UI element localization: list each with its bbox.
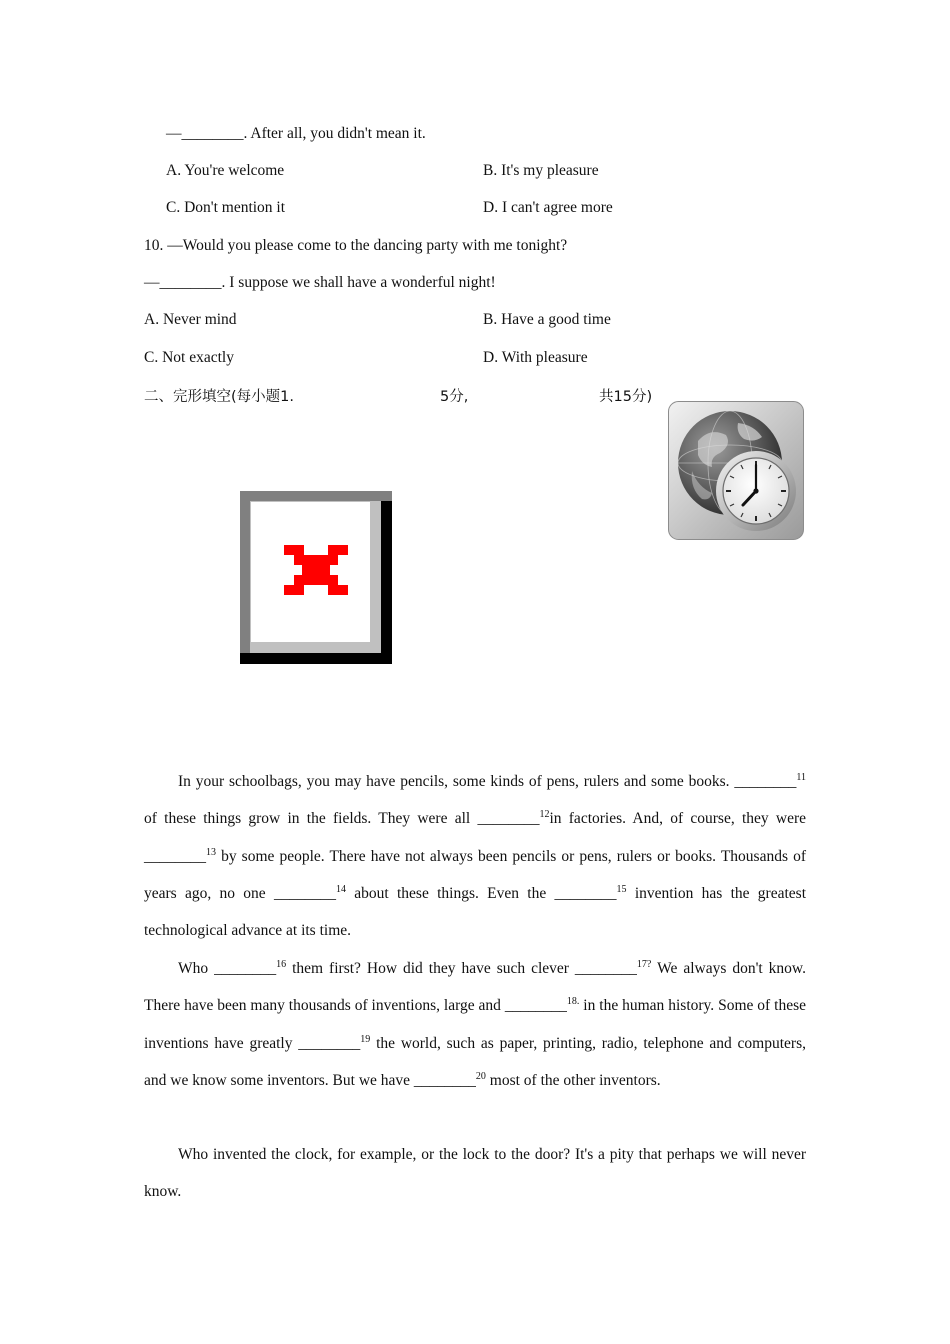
q10-option-a[interactable] — [144, 310, 237, 330]
blank-number: 15 — [616, 883, 627, 895]
blank-number: 16 — [276, 959, 287, 970]
q9-response: —________. After all, you didn't mean it. — [166, 125, 426, 142]
section-heading — [144, 385, 656, 405]
option-letter: C. — [166, 199, 181, 216]
option-letter: B. — [483, 162, 498, 179]
option-letter: D. — [483, 199, 499, 216]
option-text: It's my pleasure — [501, 162, 599, 179]
blank-number: 19 — [360, 1033, 371, 1045]
q10-response: —________. I suppose we shall have a wonderful night! — [144, 274, 496, 291]
section-heading-part3: 共15分) — [599, 389, 653, 405]
passage-text: We always don't know. There have been many thousands of inventions, large and ________ — [144, 960, 806, 1015]
blank-number: 20 — [475, 1070, 486, 1082]
passage-paragraph-3 — [144, 1136, 806, 1211]
option-text: Don't mention it — [184, 199, 286, 216]
option-letter: D. — [483, 349, 499, 366]
option-text: I can't agree more — [501, 199, 613, 216]
q9-option-b[interactable] — [483, 161, 599, 181]
broken-image-icon — [240, 491, 392, 664]
q9-option-a[interactable] — [166, 161, 284, 181]
option-text: Not exactly — [162, 349, 234, 366]
passage-paragraph-2 — [144, 950, 806, 1099]
passage-text: invention has the greatest technological advance at its time. — [144, 884, 807, 940]
passage-text: about these things. Even the ________ — [345, 884, 617, 902]
option-text: You're welcome — [184, 162, 285, 179]
passage-paragraph-1 — [144, 763, 806, 949]
q10-option-b[interactable] — [483, 310, 611, 330]
q10-option-d[interactable] — [483, 348, 588, 368]
option-letter: A. — [144, 311, 160, 328]
q10-option-c[interactable] — [144, 348, 234, 368]
passage-text: Who invented the clock, for example, or the lock to the door? It's a pity that perhaps we will never know. — [144, 1146, 806, 1201]
option-letter: C. — [144, 349, 159, 366]
blank-number: 11 — [796, 772, 806, 783]
option-letter: A. — [166, 162, 182, 179]
option-text: Never mind — [162, 311, 237, 328]
blank-number: 17? — [636, 959, 652, 970]
passage-text: most of the other inventors. — [485, 1071, 661, 1089]
blank-number: 14 — [335, 883, 346, 895]
blank-number: 18. — [566, 996, 580, 1008]
passage-text: of these things grow in the fields. They were all ________ — [144, 810, 540, 828]
passage-text: the world, such as paper, printing, radio, telephone and computers, and we know some inventors. But we have ________ — [144, 1034, 806, 1089]
globe-clock-icon — [668, 401, 804, 540]
blank-number: 13 — [206, 846, 216, 858]
option-letter: B. — [483, 311, 498, 328]
section-heading-part2: 5分, — [440, 389, 469, 405]
passage-text: Who ________ — [178, 960, 277, 977]
q10-question: 10. —Would you please come to the dancing party with me tonight? — [144, 237, 568, 254]
option-text: With pleasure — [501, 349, 588, 366]
q9-option-d[interactable] — [483, 198, 613, 218]
section-heading-part1: 二、完形填空(每小题1. — [144, 389, 294, 405]
passage-text: In your schoolbags, you may have pencils, some kinds of pens, rulers and some books. ________ — [178, 773, 797, 790]
passage-text: them first? How did they have such clever ________ — [286, 960, 637, 977]
blank-number: 12 — [539, 809, 550, 821]
option-text: Have a good time — [501, 311, 611, 328]
q9-option-c[interactable] — [166, 198, 285, 218]
passage-text: in factories. And, of course, they were ________ — [144, 810, 806, 865]
passage-text: by some people. There have not always been pencils or pens, rulers or books. Thousands of years ago, no one ________ — [144, 847, 806, 902]
passage-text: in the human history. Some of these inventions have greatly ________ — [144, 997, 806, 1052]
